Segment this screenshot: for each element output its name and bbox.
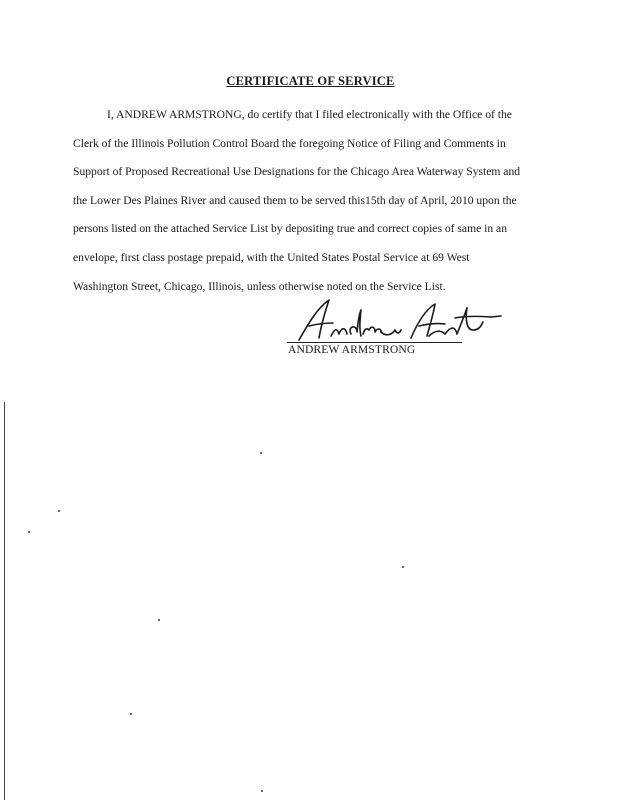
certificate-body [73,101,543,301]
scan-speck [130,713,132,715]
body-line-7: Washington Street, Chicago, Illinois, unless otherwise noted on the Service List. [73,279,446,293]
body-line-2: Clerk of the Illinois Pollution Control Board the foregoing Notice of Filing and Comments in [73,136,506,150]
scan-speck [28,531,30,533]
scan-speck [260,452,262,454]
body-line-3: Support of Proposed Recreational Use Designations for the Chicago Area Waterway System and [73,165,521,179]
scan-margin-line [4,402,5,800]
scan-speck [261,790,263,792]
body-line-6: envelope, first class postage prepaid, with the United States Postal Service at 69 West [73,250,470,264]
body-line-1: I, ANDREW ARMSTRONG, do certify that I filed electronically with the Office of the [107,108,512,121]
scan-speck [158,619,160,621]
scan-speck [58,510,60,512]
handwritten-signature [295,296,505,344]
body-line-4: the Lower Des Plaines River and caused them to be served this15th day of April, 2010 upon the [73,193,517,207]
scan-speck [402,566,404,568]
body-line-5: persons listed on the attached Service List by depositing true and correct copies of same in an [73,222,507,236]
signer-printed-name: ANDREW ARMSTRONG [288,343,416,356]
document-title: CERTIFICATE OF SERVICE [226,74,395,88]
